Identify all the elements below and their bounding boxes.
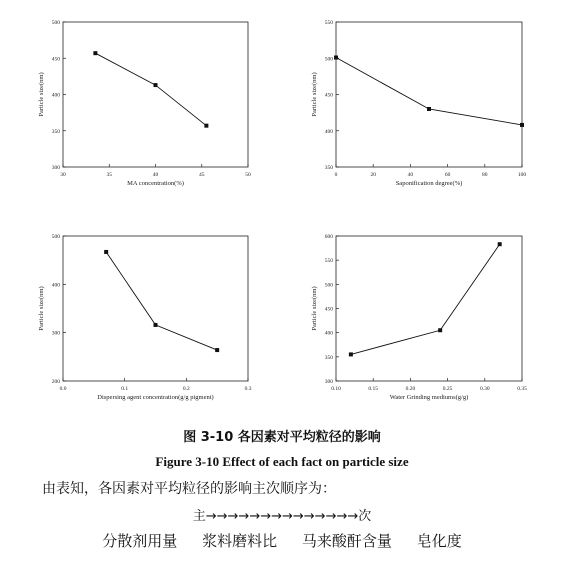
data-point	[349, 352, 353, 356]
data-point	[154, 83, 158, 87]
x-axis-label: Saponification degree(%)	[395, 180, 463, 187]
series-line	[336, 58, 522, 125]
data-point	[334, 56, 338, 60]
y-tick-label: 400	[324, 330, 333, 337]
series-line	[351, 244, 500, 354]
y-tick-label: 500	[51, 20, 60, 26]
order-line: 主→→→→→→→→→→→→→→次	[192, 509, 372, 524]
y-tick-label: 450	[324, 92, 333, 99]
x-tick-label: 0.30	[479, 386, 490, 392]
x-axis-label: MA concentration(%)	[127, 180, 184, 187]
x-tick-label: 30	[60, 172, 66, 178]
x-tick-label: 40	[407, 172, 414, 178]
y-tick-label: 200	[51, 379, 60, 385]
x-tick-label: 35	[106, 172, 112, 178]
y-tick-label: 450	[324, 306, 333, 313]
x-tick-label: 45	[199, 172, 205, 178]
y-tick-label: 300	[51, 330, 60, 337]
plot-frame	[63, 22, 248, 167]
x-tick-label: 0.10	[331, 386, 341, 392]
data-point	[427, 107, 431, 111]
y-tick-label: 450	[51, 56, 60, 63]
chart-1	[38, 20, 251, 187]
x-tick-label: 20	[370, 172, 376, 178]
chart-4	[311, 234, 527, 401]
data-point	[498, 242, 502, 246]
x-tick-label: 0	[334, 172, 338, 178]
y-tick-label: 500	[324, 56, 333, 63]
x-tick-label: 0.35	[517, 386, 527, 392]
x-tick-label: 0.20	[405, 386, 416, 392]
x-tick-label: 0.3	[244, 386, 252, 392]
y-tick-label: 300	[51, 165, 60, 171]
factor-3: 马来酸酐含量	[301, 532, 392, 550]
data-point	[154, 323, 158, 327]
x-tick-label: 0.0	[59, 386, 67, 392]
x-axis-label: Water Grinding mediums(g/g)	[389, 394, 469, 401]
y-axis-label: Particle size(nm)	[38, 286, 45, 331]
y-tick-label: 550	[324, 20, 333, 26]
y-axis-label: Particle size(nm)	[38, 72, 45, 117]
plot-frame	[336, 22, 522, 167]
y-tick-label: 550	[324, 258, 333, 265]
x-tick-label: 60	[444, 172, 451, 178]
y-tick-label: 400	[51, 92, 60, 99]
y-tick-label: 400	[51, 282, 60, 289]
x-tick-label: 0.15	[368, 386, 379, 392]
y-tick-label: 600	[324, 234, 333, 240]
y-tick-label: 400	[324, 128, 333, 135]
x-tick-label: 80	[482, 172, 488, 178]
y-tick-label: 500	[324, 282, 333, 289]
factor-4: 皂化度	[416, 532, 462, 550]
x-tick-label: 50	[245, 172, 251, 178]
plot-frame	[63, 236, 248, 381]
chart-2	[311, 20, 526, 187]
y-tick-label: 300	[324, 379, 333, 385]
x-tick-label: 0.2	[182, 386, 190, 392]
data-point	[215, 348, 219, 352]
x-tick-label: 100	[517, 172, 527, 178]
y-axis-label: Particle size(nm)	[311, 286, 318, 331]
x-axis-label: Dispersing agent concentration(g/g pigment)	[97, 394, 214, 401]
y-axis-label: Particle size(nm)	[311, 72, 318, 117]
data-point	[93, 51, 97, 55]
data-point	[438, 328, 442, 332]
body-text: 由表知，各因素对平均粒径的影响主次顺序为：	[42, 481, 336, 497]
chart-3	[38, 234, 252, 401]
factor-1: 分散剂用量	[102, 532, 178, 550]
data-point	[204, 124, 208, 128]
y-tick-label: 350	[324, 354, 333, 361]
series-line	[106, 252, 217, 350]
plot-frame	[336, 236, 522, 381]
y-tick-label: 350	[324, 165, 333, 171]
caption-chinese: 图 3-10 各因素对平均粒径的影响	[183, 430, 381, 445]
data-point	[104, 250, 108, 254]
factor-2: 浆料磨料比	[202, 532, 278, 550]
x-tick-label: 0.25	[442, 386, 453, 392]
data-point	[520, 123, 524, 127]
factor-list	[0, 530, 564, 551]
x-tick-label: 0.1	[121, 386, 129, 392]
y-tick-label: 500	[51, 234, 60, 240]
x-tick-label: 40	[152, 172, 159, 178]
y-tick-label: 350	[51, 128, 60, 135]
series-line	[95, 53, 206, 126]
caption-english: Figure 3-10 Effect of each fact on particle size	[155, 454, 409, 469]
